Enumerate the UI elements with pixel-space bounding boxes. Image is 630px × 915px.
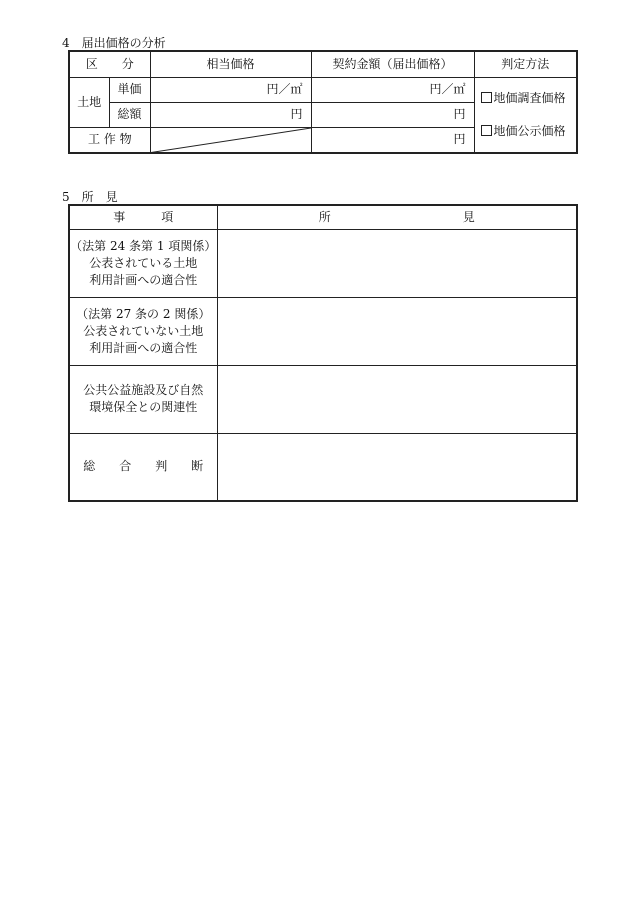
structure-equivalent-crossed-cell [150, 127, 311, 153]
opinion-field-art27[interactable] [217, 297, 577, 365]
header-category: 区 分 [69, 51, 150, 77]
header-item: 事 項 [69, 205, 217, 229]
item-label-public-facilities: 公共公益施設及び自然 環境保全との関連性 [69, 365, 217, 433]
equivalent-total-field[interactable]: 円 [150, 102, 311, 127]
land-label: 土地 [69, 77, 109, 127]
header-opinion: 所 見 [217, 205, 577, 229]
header-judgment-method: 判定方法 [474, 51, 577, 77]
structure-contract-field[interactable]: 円 [311, 127, 474, 153]
unit-price-label: 単価 [109, 77, 150, 102]
equivalent-unit-price-field[interactable]: 円／㎡ [150, 77, 311, 102]
section4-title: 4 届出価格の分析 [62, 36, 166, 50]
contract-unit-price-field[interactable]: 円／㎡ [311, 77, 474, 102]
item-label-overall-judgment: 総 合 判 断 [69, 433, 217, 501]
opinion-table [68, 204, 578, 502]
method-option-survey[interactable]: 地価調査価格 [481, 90, 577, 107]
judgment-method-cell [474, 77, 577, 153]
section5-title: 5 所 見 [62, 190, 118, 204]
method-option-public[interactable]: 地価公示価格 [481, 123, 577, 140]
opinion-field-art24[interactable] [217, 229, 577, 297]
checkbox-icon[interactable] [481, 125, 492, 136]
checkbox-icon[interactable] [481, 92, 492, 103]
price-analysis-table [68, 50, 578, 154]
item-label-art24: （法第 24 条第 1 項関係） 公表されている土地 利用計画への適合性 [69, 229, 217, 297]
structure-label: 工 作 物 [69, 127, 150, 153]
total-amount-label: 総額 [109, 102, 150, 127]
contract-total-field[interactable]: 円 [311, 102, 474, 127]
item-label-art27: （法第 27 条の 2 関係） 公表されていない土地 利用計画への適合性 [69, 297, 217, 365]
opinion-field-public-facilities[interactable] [217, 365, 577, 433]
header-contract-amount: 契約金額（届出価格） [311, 51, 474, 77]
diagonal-strike-line [151, 128, 311, 153]
opinion-field-overall-judgment[interactable] [217, 433, 577, 501]
header-equivalent-price: 相当価格 [150, 51, 311, 77]
